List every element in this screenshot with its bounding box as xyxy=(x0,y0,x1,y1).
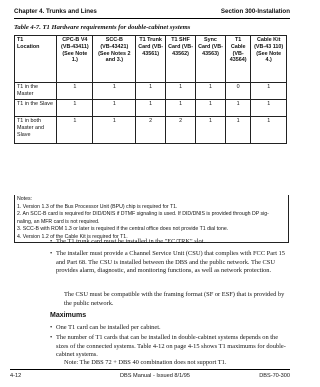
header-cell: SCC-B (VB-43421) (See Notes 2 and 3.) xyxy=(93,36,136,83)
note-item: 2. An SCC-B card is required for DID/DNIS if DTMF signaling is used. If DID/DNIS is provided through DP sig- xyxy=(17,211,269,218)
table-cell: 2 xyxy=(166,117,196,144)
table-cell: T1 in the Master xyxy=(15,83,57,100)
chapter-title: Chapter 4. Trunks and Lines xyxy=(14,8,97,15)
table-cell: 1 xyxy=(251,100,287,117)
bullet-icon: • xyxy=(50,324,53,331)
note-item: 3. SCC-B with ROM 1.3 or later is required if the central office does not provide T1 dial tone. xyxy=(17,226,229,233)
table-cell: 1 xyxy=(93,100,136,117)
table-header-row xyxy=(15,36,287,83)
table-cell: 1 xyxy=(251,117,287,144)
table-cell: 1 xyxy=(166,100,196,117)
table-cell: 1 xyxy=(57,117,93,144)
bullet-icon: • xyxy=(50,238,53,245)
header-cell: Cable Kit (VB-43 110) (See Note 4.) xyxy=(251,36,287,83)
note-item: 1. Version 1.3 of the Bus Processor Unit (BPU) chip is required for T1. xyxy=(17,203,178,210)
table-cell: 1 xyxy=(225,117,250,144)
table-caption: Table 4-7. T1 Hardware requirements for double-cabinet systems xyxy=(14,24,191,31)
table-cell: 1 xyxy=(225,100,250,117)
table-cell: 1 xyxy=(196,83,226,100)
notes-heading: Notes: xyxy=(17,196,32,202)
section-title: Section 300-Installation xyxy=(220,8,290,15)
table-cell: 1 xyxy=(251,83,287,100)
table-row xyxy=(15,117,287,144)
table-row xyxy=(15,100,287,117)
bullet-icon: • xyxy=(50,334,53,341)
table-cell: 1 xyxy=(93,117,136,144)
header-cell: T1 Cable (VB-43564) xyxy=(225,36,250,83)
table-cell: 1 xyxy=(196,100,226,117)
table-cell: 1 xyxy=(93,83,136,100)
table-cell: 1 xyxy=(166,83,196,100)
table-cell: 1 xyxy=(136,83,166,100)
note-item: 4. Version 1.2 of the Cable Kit is required for T1. xyxy=(17,233,128,240)
bullet-item: • The number of T1 cards that can be installed in double-cabinet systems depends on the sizes of the connected systems. Table 4-12 on page 4-15 shows T1 maximums for double-cabinet systems. xyxy=(50,334,286,359)
header-cell: T1 Location xyxy=(15,36,57,83)
table-cell: T1 in both Master and Slave xyxy=(15,117,57,144)
table-cell: 1 xyxy=(136,100,166,117)
bullet-item: • The installer must provide a Channel Service Unit (CSU) that complies with FCC Part 15 and Part 68. The CSU is installed between the DBS and the public network. The CSU provides alarm, diagnostic, and monitoring functions, as well as network protection. xyxy=(50,250,285,275)
csu-note: The CSU must be compatible with the framing format (SF or ESF) that is provided by the public network. xyxy=(64,291,285,307)
header-cell: T1 Trunk Card (VB-43561) xyxy=(136,36,166,83)
table-notes xyxy=(14,195,289,243)
bullet-item: • The T1 trunk card must be installed in the "EC/TRK" slot. xyxy=(50,238,206,245)
maximums-heading: Maximums xyxy=(50,312,87,319)
bullet-icon: • xyxy=(50,250,53,257)
table-cell: T1 in the Slave xyxy=(15,100,57,117)
table-cell: 1 xyxy=(57,83,93,100)
page-footer xyxy=(10,369,290,382)
page-header xyxy=(14,6,290,19)
page-number: 4-12 xyxy=(10,373,22,379)
table-cell: 0 xyxy=(225,83,250,100)
table-cell: 2 xyxy=(136,117,166,144)
table-cell: 1 xyxy=(196,117,226,144)
document-id: DBS-70-300 xyxy=(259,373,290,379)
max-note: Note: The DBS 72 + DBS 40 combination does not support T1. xyxy=(64,359,227,366)
header-cell: Sync Card (VB-43563) xyxy=(196,36,226,83)
hardware-requirements-table xyxy=(14,35,287,144)
note-item: naling, an MFR card is not required. xyxy=(17,218,100,225)
table-cell: 1 xyxy=(57,100,93,117)
manual-issue: DBS Manual - Issued 8/1/95 xyxy=(120,373,190,379)
table-row xyxy=(15,83,287,100)
bullet-item: • One T1 card can be installed per cabinet. xyxy=(50,324,161,331)
header-cell: T1 SHF Card (VB-43562) xyxy=(166,36,196,83)
header-cell: CPC-B V4 (VB-43411) (See Note 1.) xyxy=(57,36,93,83)
